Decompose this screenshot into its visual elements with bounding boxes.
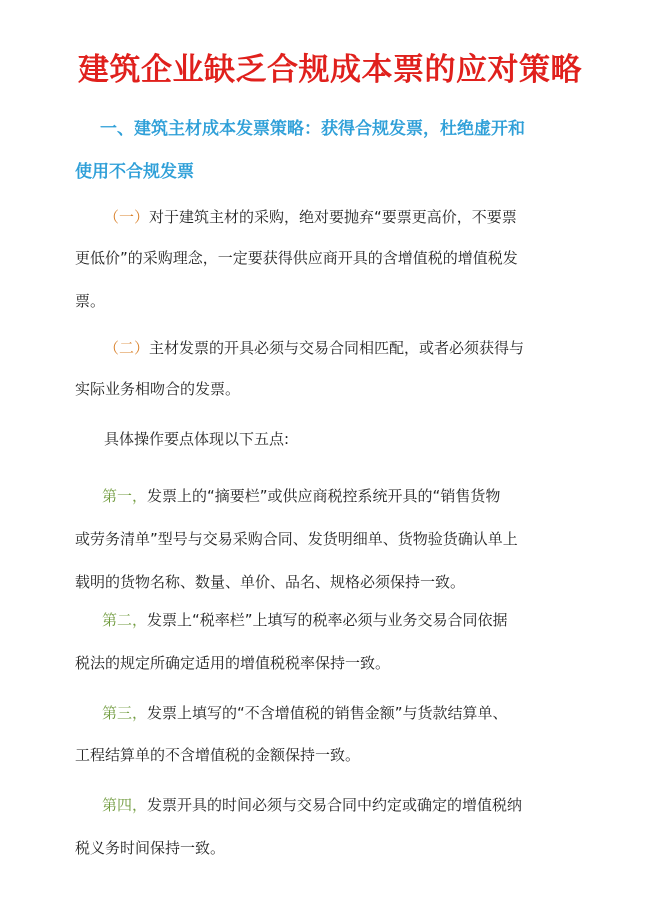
point2-text1: 发票上“税率栏”上填写的税率必须与业务交易合同依据 xyxy=(147,611,508,629)
point4-marker: 第四， xyxy=(102,796,148,814)
para1-marker: （一） xyxy=(104,208,150,226)
point2-marker: 第二， xyxy=(102,611,148,629)
point1-marker: 第一， xyxy=(102,487,148,505)
intro-text: 具体操作要点体现以下五点: xyxy=(104,430,290,448)
point4-text1: 发票开具的时间必须与交易合同中约定或确定的增值税纳 xyxy=(147,796,523,814)
para2-line1 xyxy=(104,337,524,358)
point3-marker: 第三， xyxy=(102,704,148,722)
point1-text1: 发票上的“摘要栏”或供应商税控系统开具的“销售货物 xyxy=(147,487,501,505)
page-title: 建筑企业缺乏合规成本票的应对策略 xyxy=(78,52,582,88)
section-heading-line1: 一、建筑主材成本发票策略：获得合规发票，杜绝虚开和 xyxy=(100,119,525,139)
para1-text1: 对于建筑主材的采购，绝对要抛弃“要票更高价，不要票 xyxy=(149,208,517,226)
section-heading-line2: 使用不合规发票 xyxy=(75,162,194,182)
point3-text1: 发票上填写的“不含增值税的销售金额”与货款结算单、 xyxy=(147,704,508,722)
point3-line2: 工程结算单的不含增值税的金额保持一致。 xyxy=(75,746,361,764)
point1-line1 xyxy=(102,485,500,506)
point2-line2: 税法的规定所确定适用的增值税税率保持一致。 xyxy=(75,654,391,672)
point4-line1 xyxy=(102,794,522,815)
para2-line2: 实际业务相吻合的发票。 xyxy=(75,380,241,398)
point3-line1 xyxy=(102,702,508,723)
point2-line1 xyxy=(102,609,508,630)
point1-line2: 或劳务清单”型号与交易采购合同、发货明细单、货物验货确认单上 xyxy=(75,530,518,548)
para1-line3: 票。 xyxy=(75,292,106,310)
point4-line2: 税义务时间保持一致。 xyxy=(75,839,226,857)
para2-marker: （二） xyxy=(104,339,150,357)
para2-text1: 主材发票的开具必须与交易合同相匹配，或者必须获得与 xyxy=(149,339,525,357)
point1-line3: 载明的货物名称、数量、单价、品名、规格必须保持一致。 xyxy=(75,573,466,591)
para1-line1 xyxy=(104,206,517,227)
para1-line2: 更低价”的采购理念，一定要获得供应商开具的含增值税的增值税发 xyxy=(75,249,518,267)
